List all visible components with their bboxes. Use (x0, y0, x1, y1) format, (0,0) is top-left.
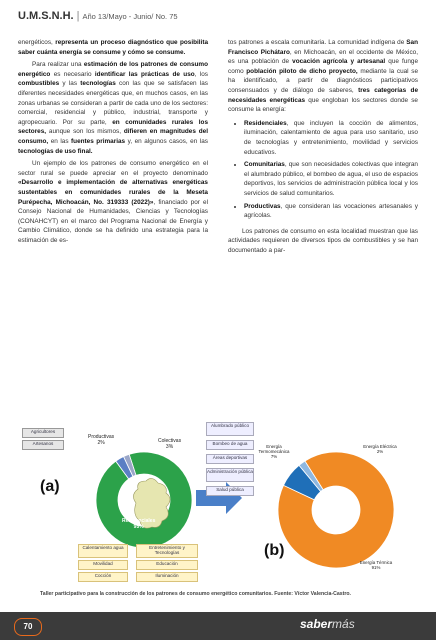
running-header: U.M.S.N.H. | Año 13/Mayo - Junio/ No. 75 (18, 10, 178, 22)
label-administracion: Administración pública (206, 468, 254, 482)
journal-title: U.M.S.N.H. (18, 10, 74, 22)
label-colectivas: Colectivas 3% (158, 438, 182, 450)
footer-bar (0, 612, 436, 640)
label-residenciales: Residenciales 95% (122, 518, 156, 530)
figure-caption: Taller participativo para la construcción de los patrones de consumo energético comunitarios. Fuente: Víctor Valencia-Castro. (40, 591, 351, 597)
right-paragraph-2: Los patrones de consumo en esta localidad muestran que las actividades requieren de diversos tipos de combustibles y se han documentado a par- (228, 227, 418, 254)
page-number: 70 (14, 618, 42, 636)
left-paragraph-3: Un ejemplo de los patrones de consumo energético en el sector rural se puede apreciar en el proyecto denominado «Desarrollo e implementación de alternativas energéticas sustentables en comunidades rurales de la Meseta Purépecha, Michoacán, No. 319333 (2022)», financiado por el Consejo Nacional de Humanidades, Ciencias y Tecnologías (CONAHCYT) en el marco del Programa Nacional de Energía y Cambio Climático, donde se ha definido una estrategia para la estimación de es- (18, 160, 208, 244)
label-coccion: Cocción (78, 572, 128, 582)
label-agricultores: Agricultores (22, 428, 64, 438)
left-paragraph-1: energéticos, representa un proceso diagnóstico que posibilita saber cuánta energía se consume y cómo se consume. (18, 39, 209, 56)
label-educacion: Educación (136, 560, 198, 570)
figure (18, 418, 418, 588)
left-paragraph-2: Para realizar una estimación de los patrones de consumo energético es necesario identificar las prácticas de uso, los combustibles y las tecnologías con las que se satisfacen las diferentes necesidades energéticas que, en muchos casos, en las zonas urbanas se consideran a partir de cada uno de los sectores: comercial, residencial y público, industrial, transporte y agropecuario. Por su parte, en comunidades rurales los sectores, aunque son los mismos, difieren en magnitudes del consumo, en las fuentes primarias y, en algunos casos, en las tecnologías de uso final. (18, 61, 208, 155)
figure-label-a: (a) (40, 478, 60, 495)
brand-logo: sabermás (300, 617, 355, 631)
issue-info: Año 13/Mayo - Junio/ No. 75 (82, 12, 178, 21)
label-movilidad: Movilidad (78, 560, 128, 570)
label-termomecanica: Energía Termomecánica 7% (258, 444, 290, 459)
label-deportivas: Áreas deportivas (206, 454, 254, 464)
label-electrica: Energía Eléctrica 2% (363, 444, 397, 454)
label-alumbrado: Alumbrado público (206, 422, 254, 436)
label-entretenimiento: Entretenimiento y Tecnologías (136, 544, 198, 558)
needs-list (228, 119, 418, 221)
label-bombeo: Bombeo de agua (206, 440, 254, 450)
list-item: • Comunitarias, que son necesidades colectivas que integran el alumbrado público, el bombeo de agua, el uso de espacios deportivos, los servicios de administración pública local y los servicios de salud comunitarios. (244, 160, 418, 198)
list-item: • Productivas, que consideran las vocaciones artesanales y agrícolas. (244, 202, 418, 221)
right-column (228, 38, 418, 258)
label-salud: Salud pública (206, 486, 254, 496)
left-column (18, 38, 208, 248)
label-artesanos: Artesanos (22, 440, 64, 450)
label-termica: Energía Térmica 91% (359, 560, 393, 570)
list-item: • Residenciales, que incluyen la cocción de alimentos, iluminación, calentamiento de agua para uso sanitario, uso de tecnologías y entretenimiento, movilidad y servicios educativos. (244, 119, 418, 157)
label-productivas: Productivas 2% (88, 434, 115, 446)
figure-label-b: (b) (264, 542, 285, 559)
label-calentamiento: Calentamiento agua (78, 544, 128, 558)
label-iluminacion: Iluminación (136, 572, 198, 582)
right-paragraph-1: tos patrones a escala comunitaria. La comunidad indígena de San Francisco Pichátaro, en Michoacán, en el occidente de México, es una población de vocación agrícola y artesanal que funge como población piloto de dicho proyecto, mediante la cual se ha identificado, a partir de diagnósticos participativos consensuados y de diálogo de saberes, tres categorías de necesidades energéticas que engloban los sectores donde se consume la energía: (228, 39, 419, 114)
